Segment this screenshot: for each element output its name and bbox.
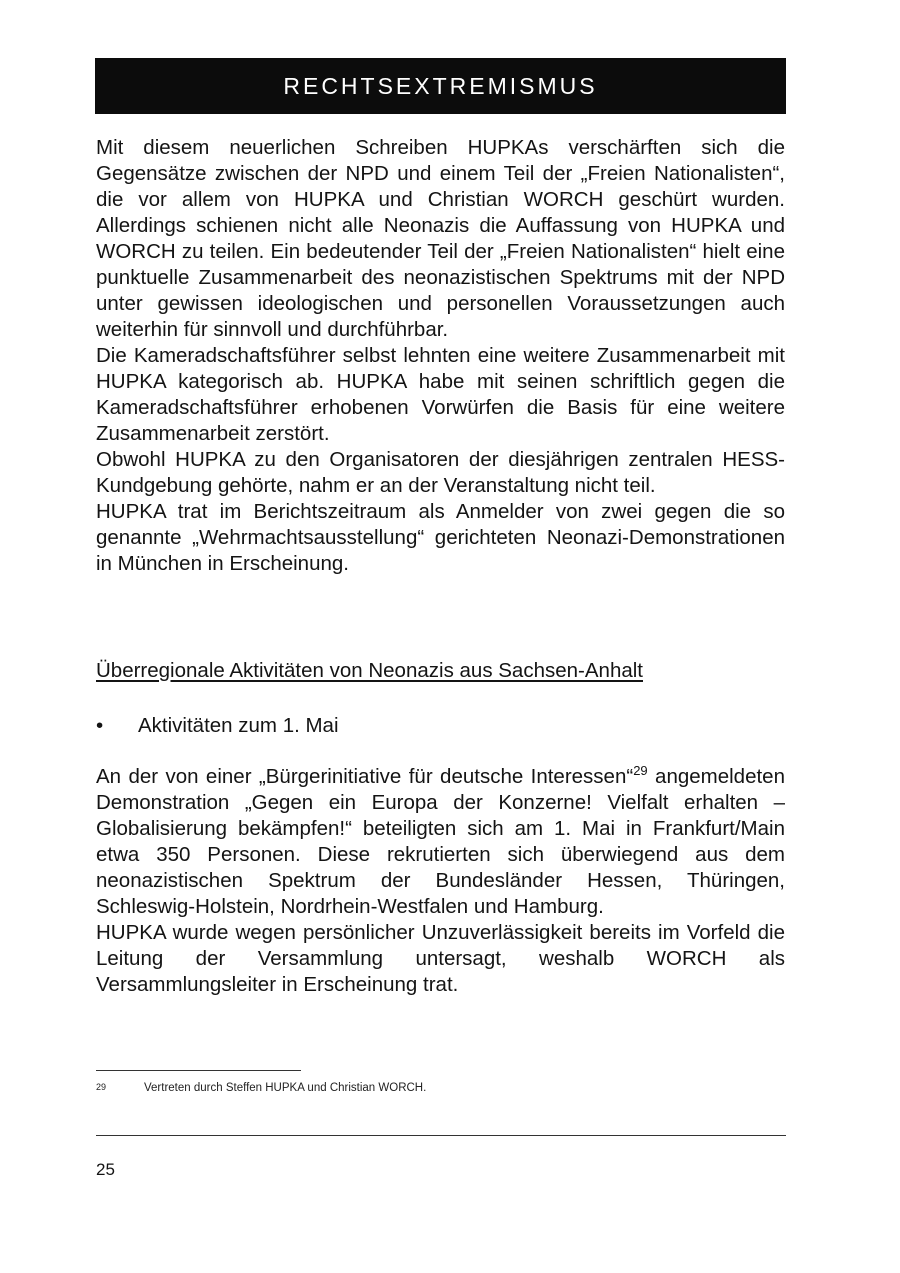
section-header-bar bbox=[95, 58, 786, 114]
bullet-item bbox=[96, 713, 339, 739]
bullet-text: Aktivitäten zum 1. Mai bbox=[138, 714, 339, 737]
page-number: 25 bbox=[96, 1160, 115, 1179]
paragraph: Obwohl HUPKA zu den Organisatoren der diesjährigen zentralen HESS-Kundgebung gehörte, nahm er an der Veranstaltung nicht teil. bbox=[96, 448, 785, 497]
paragraph-text: angemeldeten Demonstration „Gegen ein Europa der Konzerne! Vielfalt erhalten – Globalisierung bekämpfen!“ beteiligten sich am 1. Mai in Frankfurt/Main etwa 350 Personen. Diese rekrutierten sich überwiegend aus dem neonazistischen Spektrum der Bundesländer Hessen, Thüringen, Schleswig-Holstein, Nordrhein-Westfalen und Hamburg. bbox=[96, 765, 785, 918]
page-footer-divider bbox=[96, 1135, 786, 1136]
footnote-divider bbox=[96, 1070, 301, 1071]
paragraph: Mit diesem neuerlichen Schreiben HUPKAs verschärften sich die Gegensätze zwischen der NPD und einem Teil der „Freien Nationalisten“, die vor allem von HUPKA und Christian WORCH geschürt wurden. Allerdings schienen nicht alle Neonazis die Auffassung von HUPKA und WORCH zu teilen. Ein bedeutender Teil der „Freien Nationalisten“ hielt eine punktuelle Zusammenarbeit des neonazistischen Spektrums mit der NPD unter gewissen ideologischen und personellen Voraussetzungen auch weiterhin für sinnvoll und durchführbar. bbox=[96, 136, 785, 341]
footnote-mark: 29 bbox=[96, 1082, 107, 1092]
paragraph bbox=[96, 764, 785, 920]
section-header-title: RECHTSEXTREMISMUS bbox=[283, 72, 598, 99]
section-heading: Überregionale Aktivitäten von Neonazis aus Sachsen-Anhalt bbox=[96, 659, 643, 682]
footnote-text: Vertreten durch Steffen HUPKA und Christian WORCH. bbox=[144, 1082, 427, 1094]
footnote bbox=[96, 1082, 426, 1094]
bullet-icon: • bbox=[96, 714, 104, 737]
paragraph: HUPKA trat im Berichtszeitraum als Anmelder von zwei gegen die so genannte „Wehrmachtsausstellung“ gerichteten Neonazi-Demonstrationen in München in Erscheinung. bbox=[96, 500, 785, 575]
second-text-block bbox=[96, 764, 785, 998]
main-text-block bbox=[96, 135, 785, 577]
footnote-reference[interactable]: 29 bbox=[633, 763, 648, 779]
paragraph-text: An der von einer „Bürgerinitiative für deutsche Interessen“ bbox=[96, 765, 634, 788]
paragraph: HUPKA wurde wegen persönlicher Unzuverlässigkeit bereits im Vorfeld die Leitung der Versammlung untersagt, weshalb WORCH als Versammlungsleiter in Erscheinung trat. bbox=[96, 921, 785, 996]
paragraph: Die Kameradschaftsführer selbst lehnten eine weitere Zusammenarbeit mit HUPKA kategorisch ab. HUPKA habe mit seinen schriftlich gegen die Kameradschaftsführer erhobenen Vorwürfen die Basis für eine weitere Zusammenarbeit zerstört. bbox=[96, 344, 785, 445]
